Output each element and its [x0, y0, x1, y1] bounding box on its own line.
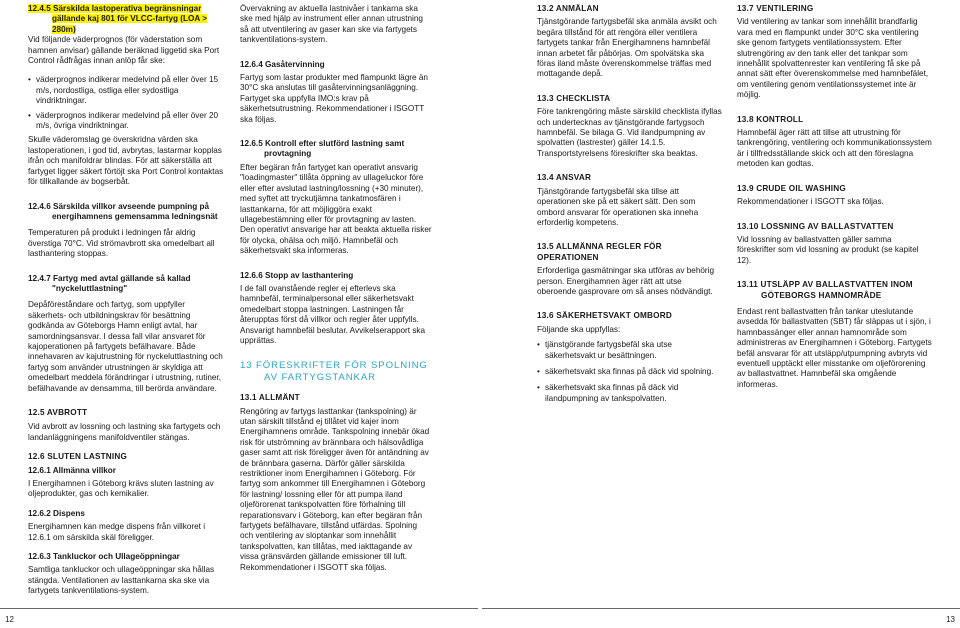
section-13-4-heading: 13.4 ANSVAR	[537, 173, 592, 183]
intro-paragraph: Övervakning av aktuella lastnivåer i tankarna ska ske med hjälp av instrument eller annan utrustning så att utventilering av gaser kan ske via fartygets tankventilations-system.	[240, 4, 423, 45]
section-13-7-heading: 13.7 VENTILERING	[737, 4, 814, 13]
section-12-6-5-heading: 12.6.5 Kontroll efter slutförd lastning samt provtagning	[240, 139, 405, 159]
section-13-11-body: Endast rent ballastvatten från tankar uteslutande avsedda för ballastvatten (SBT) får släppas ut i sjön, i hamnbassänger eller annan hamnområde som administreras av Energihamnen i Göteborg. Fartygets befäl ansvarar för att utsläpp/utpumpning avbryts vid eventuell upptäckt eller misstanke om oljeförorening av ballastvattnet. Hamnbefäl ska omgående informeras.	[737, 306, 932, 389]
section-12-4-6-body: Temperaturen på produkt i ledningen får aldrig överstiga 70°C. Vid strömavbrott ska omedelbart all lasthantering stoppas.	[28, 228, 215, 259]
section-13-10-heading: 13.10 LOSSNING AV BALLASTVATTEN	[737, 221, 894, 231]
section-12-6-3-heading: 12.6.3 Tankluckor och Ullageöppningar	[28, 552, 180, 562]
section-12-4-7-body: Depåföreståndare och fartyg, som uppfyller säkerhets- och utbildningskrav för besättning godkända av Göteborgs Hamn enligt avtal, har samordningsansvar. I dessa fall vilar ansvaret för kajoperationen på fartygets befälhavare. Både innehavaren av kajutrustning för nyckeluttlastning och fartyg som använder utrustningen är skyldiga att omedelbart meddela förändringar i utrustning, rutiner, befälhavande av densamma, till berörda användare.	[28, 300, 223, 393]
bullet-item: • väderprognos indikerar medelvind på eller över 20 m/s, övriga vindriktningar.	[28, 111, 225, 132]
section-12-4-6-heading: 12.4.6 Särskilda villkor avseende pumpning på energihamnens gemensamma ledningsnät	[28, 201, 218, 221]
section-13-7-body: Vid ventilering av tankar som innehållit brandfarlig vara med en flampunkt under 30°C ska ventilering ske genom fartygets ventilationssystem. Efter slutrengöring av den tank eller det tankpar som innehållit spolvattenrester kan ventilering få ske på annat sätt efter överenskommelse med hamnbefälet, om ventilering genom ventilationssystemet inte är möjlig.	[737, 17, 929, 100]
section-12-6-heading: 12.6 SLUTEN LASTNING	[28, 452, 128, 462]
left-page-number: 12	[5, 615, 14, 624]
section-13-9-heading: 13.9 CRUDE OIL WASHING	[737, 183, 846, 193]
bullet-item: • tjänstgörande fartygsbefäl ska utse säkerhetsvakt ur besättningen.	[537, 340, 722, 361]
section-12-6-3-body: Samtliga tankluckor och ullageöppningar ska hållas stängda. Ventilationen av lasttankarna ska ske via fartygets tankventilations-system.	[28, 565, 215, 596]
section-13-3-body: Före tankrengöring måste särskild checklista ifyllas och undertecknas av tjänstgörande fartygsoch hamnbefäl. Se bilaga G. Vid ilandpumpning av spolvatten (lastrester) gäller 14.1.5. Transportstyrelsens föreskrifter ska beaktas.	[537, 107, 722, 158]
section-13-8-heading: 13.8 KONTROLL	[737, 114, 804, 124]
section-12-6-4-body: Fartyg som lastar produkter med flampunkt lägre än 30°C ska anslutas till gasåtervinningsanläggning. Fartyget ska uppfylla IMO:s krav på säkerhetsutrustning. Rekommendationer i ISGOTT ska följas.	[240, 73, 428, 124]
section-13-9-body: Rekommendationer i ISGOTT ska följas.	[737, 197, 884, 207]
section-12-5-body: Vid avbrott av lossning och lastning ska fartygets och landanläggningens manifoldventiler stängas.	[28, 422, 221, 442]
section-13-1-body: Rengöring av fartygs lasttankar (tankspolning) är utan särskilt tillstånd ej tillåtet vid kajer inom Energihamnens område. Tankspolning innebär ökad risk för utströmning av brännbara och hälsovådliga gaser samt att risk föreligger även för antändning av de brännbara gaserna. Därför gäller särskilda restriktioner inom Energihamnen i Göteborg. För fartyg som ankommer till Energihamnen i Göteborg för lastning/ lossning eller för att pumpa iland oljeförorenat tankspolvatten före förhalning till reparationsvarv i Göteborg, kan efter begäran från fartygets befälhavare, tillstånd utfärdas. Spolning och ventilering av sloptankar som innehållit tankspolvatten, kan tillåtas, med iakttagande av vissa gränsvärden gällande emissioner till luft. Rekommendationer i ISGOTT ska följas.	[240, 406, 430, 572]
column-2	[240, 4, 432, 582]
section-12-4-5-intro: Vid följande väderprognos (för väderstation som hamnen anvisar) gällande beräknad liggetid ska Port Control rådfrågas innan anlöp får ske:	[28, 35, 220, 66]
section-12-4-5-after: Skulle väderomslag ge överskridna värden ska lastoperationen, i god tid, avbrytas, lastarmar kopplas ifrån och manifoldrar blindas. För att säkerställa att fartyget ligger säkert förtöjt ska Port Control kontaktas för tillkallande av bogserbåt.	[28, 135, 224, 187]
section-12-6-2-body: Energihamnen kan medge dispens från villkoret i 12.6.1 om särskilda skäl föreligger.	[28, 522, 206, 542]
column-1	[28, 4, 225, 606]
section-12-6-5-body: Efter begäran från fartyget kan operativt ansvarig "loadingmaster" tillåta öppning av ullageluckor före eller efter avslutad lastning/lossning (+30 minuter), med syftet att tryckutjämna tankatmosfären i lasttankarna, för att möjliggöra exakt ullagebestämning eller för provtagning av lasten. Den operativt ansvarige har att beakta aktuella risker för olycka, ohälsa och miljö. Hamnbefäl och säkerhetsvakt ska informeras.	[240, 162, 432, 256]
section-13-8-body: Hamnbefäl äger rätt att tillse att utrustning för tankrengöring, ventilering och kommunikationssystem är i tillfredsställande skick och att den föreslagna metoden kan godtas.	[737, 128, 932, 169]
section-13-1-heading: 13.1 ALLMÄNT	[240, 393, 300, 403]
section-13-10-body: Vid lossning av ballastvatten gäller samma föreskrifter som vid lossning av produkt (se kapitel 12).	[737, 234, 919, 265]
section-13-5-body: Erforderliga gasmätningar ska utföras av behörig person. Energihamnen äger rätt att utse oberoende gasprovare om så anses nödvändigt.	[537, 266, 715, 296]
section-12-6-1-body: I Energihamnen i Göteborg krävs sluten lastning av oljeprodukter, gas och kemikalier.	[28, 479, 214, 499]
section-12-6-1-heading: 12.6.1 Allmänna villkor	[28, 465, 116, 475]
highlighted-heading: 12.4.5 Särskilda lastoperativa begränsningar gällande kaj 801 för VLCC-fartyg (LOA > 280m)	[28, 4, 208, 34]
section-12-6-6-body: I de fall ovanstående regler ej efterlevs ska hamnbefäl, terminalpersonal eller säkerhetsvakt omedelbart stoppa lastningen. Lastningen får återupptas först då villkor och regler åter uppfylls. Ansvarigt hamnbefäl beslutar. Avvikelserapport ska upprättas.	[240, 283, 426, 345]
section-12-4-5-heading	[28, 4, 225, 35]
section-13-11-heading: 13.11 UTSLÄPP AV BALLASTVATTEN INOM GÖTEBORGS HAMNOMRÅDE	[737, 280, 913, 300]
right-page-number: 13	[946, 615, 955, 624]
section-12-6-4-heading: 12.6.4 Gasåtervinning	[240, 59, 325, 69]
section-13-2-body: Tjänstgörande fartygsbefäl ska anmäla avsikt och begära tillstånd för att rengöra eller ventilera fartygets tankar från Energihamnens hamnbefäl innan arbetet får påbörjas. Om spolvätska ska föras iland måste överenskommelse träffas med mottagande depå.	[537, 17, 717, 79]
section-12-6-6-heading: 12.6.6 Stopp av lasthantering	[240, 270, 354, 280]
section-12-4-7-heading: 12.4.7 Fartyg med avtal gällande så kallad "nyckeluttlastning"	[28, 273, 191, 293]
section-13-4-body: Tjänstgörande fartygsbefäl ska tillse att operationen ske på ett säkert sätt. Den som ombord ansvarar för operationen ska inneha erforderlig kompetens.	[537, 186, 699, 227]
section-13-6-heading: 13.6 SÄKERHETSVAKT OMBORD	[537, 311, 672, 321]
section-13-3-heading: 13.3 CHECKLISTA	[537, 93, 611, 103]
column-4	[737, 4, 932, 399]
chapter-13-heading: 13 FÖRESKRIFTER FÖR SPOLNING AV FARTYGSTANKAR	[240, 360, 428, 383]
section-13-2-heading: 13.2 ANMÄLAN	[537, 4, 599, 13]
bullet-item: • säkerhetsvakt ska finnas på däck vid spolning.	[537, 367, 722, 377]
left-footer-rule	[0, 608, 478, 609]
column-3	[537, 4, 722, 408]
section-12-5-heading: 12.5 AVBROTT	[28, 408, 88, 417]
right-footer-rule	[482, 608, 960, 609]
section-13-6-intro: Följande ska uppfyllas:	[537, 324, 621, 334]
section-13-5-heading: 13.5 ALLMÄNNA REGLER FÖR OPERATIONEN	[537, 242, 662, 262]
section-12-6-2-heading: 12.6.2 Dispens	[28, 508, 85, 518]
bullet-item: • väderprognos indikerar medelvind på eller över 15 m/s, nordostliga, ostliga eller sydostliga vindriktningar.	[28, 75, 225, 106]
bullet-item: • säkerhetsvakt ska finnas på däck vid ilandpumpning av tankspolvatten.	[537, 383, 722, 404]
